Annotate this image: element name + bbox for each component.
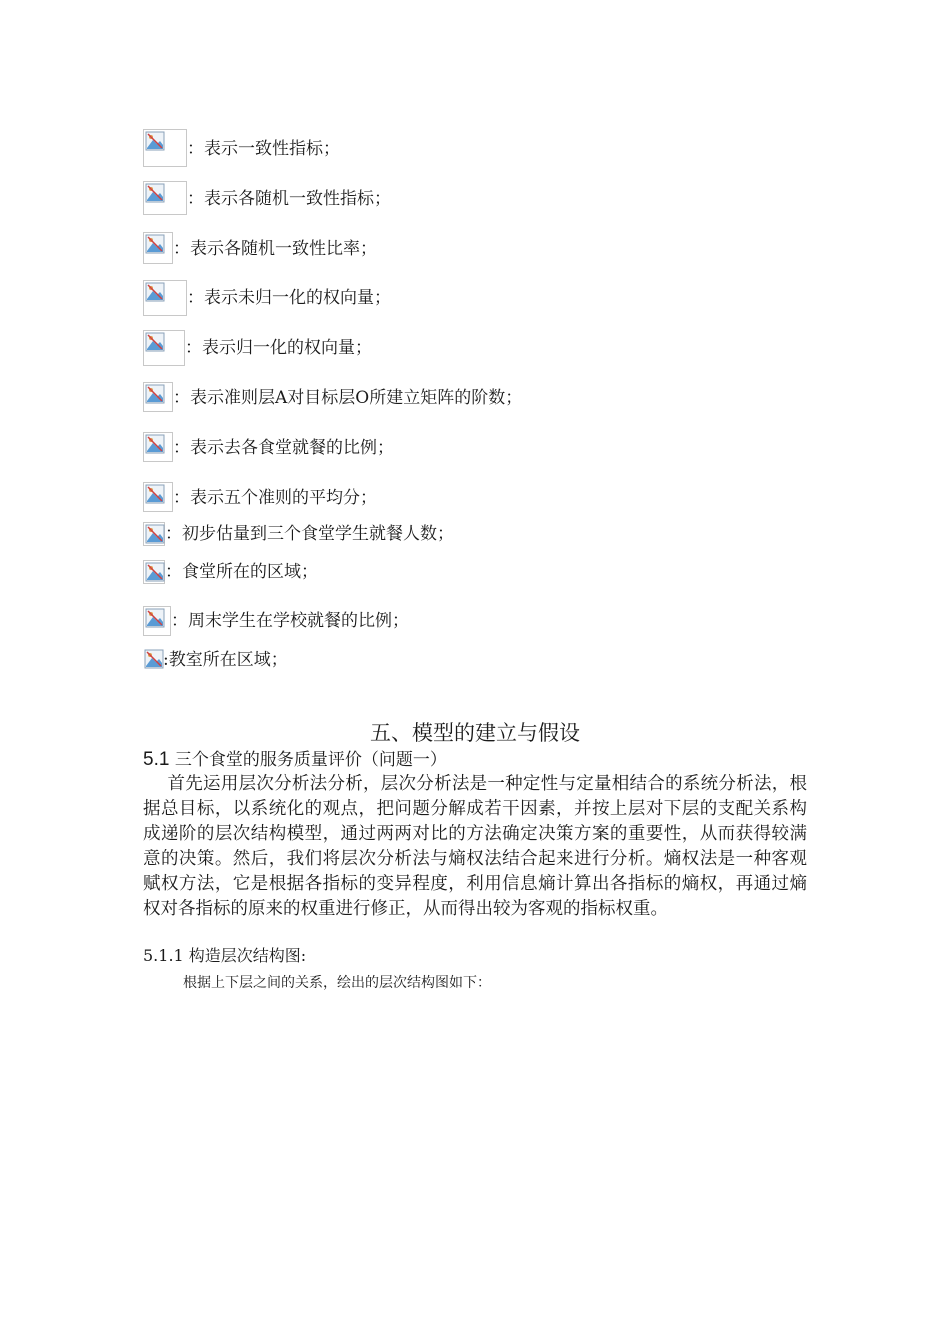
subsection-title-text: 三个食堂的服务质量评价（问题一） — [174, 750, 447, 770]
symbol-description: ：表示去各食堂就餐的比例； — [173, 438, 394, 458]
broken-image-icon — [143, 181, 187, 215]
symbol-row-1 — [143, 129, 340, 167]
symbol-row-11 — [143, 606, 409, 636]
broken-image-icon — [143, 232, 173, 264]
body-paragraph: 首先运用层次分析法分析，层次分析法是一种定性与定量相结合的系统分析法，根据总目标，以系统化的观点，把问题分解成若干因素，并按上层对下层的支配关系构成递阶的层次结构模型，通过两两对比的方法确定决策方案的重要性，从而获得较满意的决策。然后，我们将层次分析法与熵权法结合起来进行分析。熵权法是一种客观赋权方法，它是根据各指标的变异程度，利用信息熵计算出各指标的熵权，再通过熵权对各指标的原来的权重进行修正，从而得出较为客观的指标权重。 — [143, 774, 807, 919]
symbol-description: ：表示五个准则的平均分； — [173, 488, 377, 508]
broken-image-icon — [143, 560, 165, 584]
broken-image-icon — [143, 606, 171, 636]
symbol-row-10 — [143, 560, 318, 584]
broken-image-icon — [143, 280, 187, 316]
symbol-row-7 — [143, 432, 394, 462]
symbol-description: ：食堂所在的区域； — [165, 562, 318, 582]
symbol-row-8 — [143, 482, 377, 512]
symbol-description: ：表示各随机一致性比率； — [173, 239, 377, 259]
subsubsection-title: 5.1.1 构造层次结构图: — [143, 946, 307, 965]
broken-image-icon — [143, 129, 187, 167]
symbol-row-2 — [143, 181, 391, 215]
subsection-number: 5.1 — [143, 749, 170, 770]
symbol-description: ：表示各随机一致性指标； — [187, 189, 391, 209]
symbol-row-3 — [143, 232, 377, 264]
symbol-row-5 — [143, 330, 372, 366]
broken-image-icon — [143, 330, 185, 366]
broken-image-icon — [143, 482, 173, 512]
symbol-description: :教室所在区域； — [163, 650, 288, 670]
broken-image-icon — [143, 522, 165, 546]
symbol-description: ：表示归一化的权向量； — [185, 338, 372, 358]
symbol-description: ：周末学生在学校就餐的比例； — [171, 611, 409, 631]
symbol-row-6 — [143, 382, 522, 412]
broken-image-icon — [143, 432, 173, 462]
symbol-description: ：表示未归一化的权向量； — [187, 288, 391, 308]
symbol-row-12 — [143, 648, 288, 670]
symbol-description: ：表示准则层A对目标层O所建立矩阵的阶数； — [173, 388, 523, 408]
symbol-row-4 — [143, 280, 391, 316]
symbol-row-9 — [143, 522, 454, 546]
broken-image-icon — [143, 648, 163, 670]
symbol-description: ：初步估量到三个食堂学生就餐人数； — [165, 524, 454, 544]
symbol-description: ：表示一致性指标； — [187, 139, 340, 159]
subsection-title — [143, 749, 447, 771]
section-title: 五、模型的建立与假设 — [370, 721, 580, 745]
figure-intro-note: 根据上下层之间的关系，绘出的层次结构图如下： — [183, 975, 491, 991]
broken-image-icon — [143, 382, 173, 412]
